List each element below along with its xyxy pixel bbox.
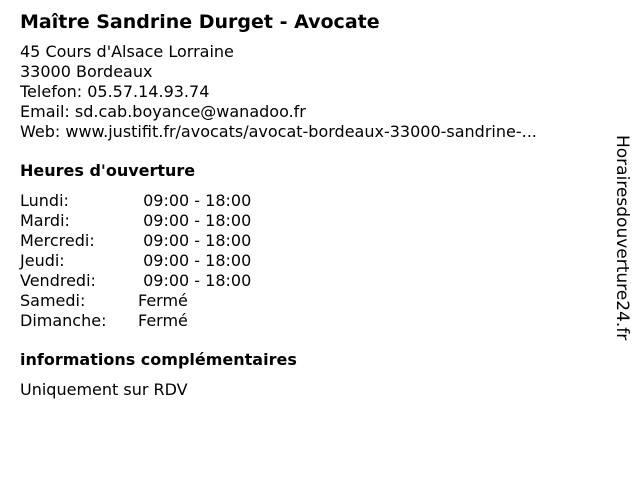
additional-info-heading: informations complémentaires: [20, 350, 297, 369]
day-hours: 09:00 - 18:00: [138, 191, 252, 210]
hours-row: [20, 211, 251, 231]
site-watermark: Horairesdouverture24.fr: [612, 135, 632, 341]
phone-line: Telefon: 05.57.14.93.74: [20, 82, 210, 101]
email-line: Email: sd.cab.boyance@wanadoo.fr: [20, 102, 306, 121]
day-label: Vendredi:: [20, 271, 96, 290]
additional-info-text: Uniquement sur RDV: [20, 380, 188, 399]
hours-row: [20, 251, 251, 271]
hours-row: [20, 271, 251, 291]
day-hours: 09:00 - 18:00: [138, 231, 252, 250]
hours-row: [20, 291, 251, 311]
web-line: Web: www.justifit.fr/avocats/avocat-bordeaux-33000-sandrine-...: [20, 122, 537, 141]
hours-row: [20, 191, 251, 211]
day-label: Jeudi:: [20, 251, 65, 270]
day-label: Mardi:: [20, 211, 70, 230]
opening-hours-heading: Heures d'ouverture: [20, 161, 196, 180]
address-city: 33000 Bordeaux: [20, 62, 153, 81]
day-label: Dimanche:: [20, 311, 107, 330]
day-label: Samedi:: [20, 291, 86, 310]
business-title: Maître Sandrine Durget - Avocate: [20, 11, 380, 33]
day-hours: Fermé: [138, 291, 188, 310]
day-label: Lundi:: [20, 191, 69, 210]
opening-hours-table: [20, 191, 251, 331]
day-label: Mercredi:: [20, 231, 95, 250]
hours-row: [20, 311, 251, 331]
business-details: [20, 10, 600, 400]
day-hours: 09:00 - 18:00: [138, 251, 252, 270]
day-hours: Fermé: [138, 311, 188, 330]
hours-row: [20, 231, 251, 251]
address-street: 45 Cours d'Alsace Lorraine: [20, 42, 234, 61]
day-hours: 09:00 - 18:00: [138, 271, 252, 290]
day-hours: 09:00 - 18:00: [138, 211, 252, 230]
